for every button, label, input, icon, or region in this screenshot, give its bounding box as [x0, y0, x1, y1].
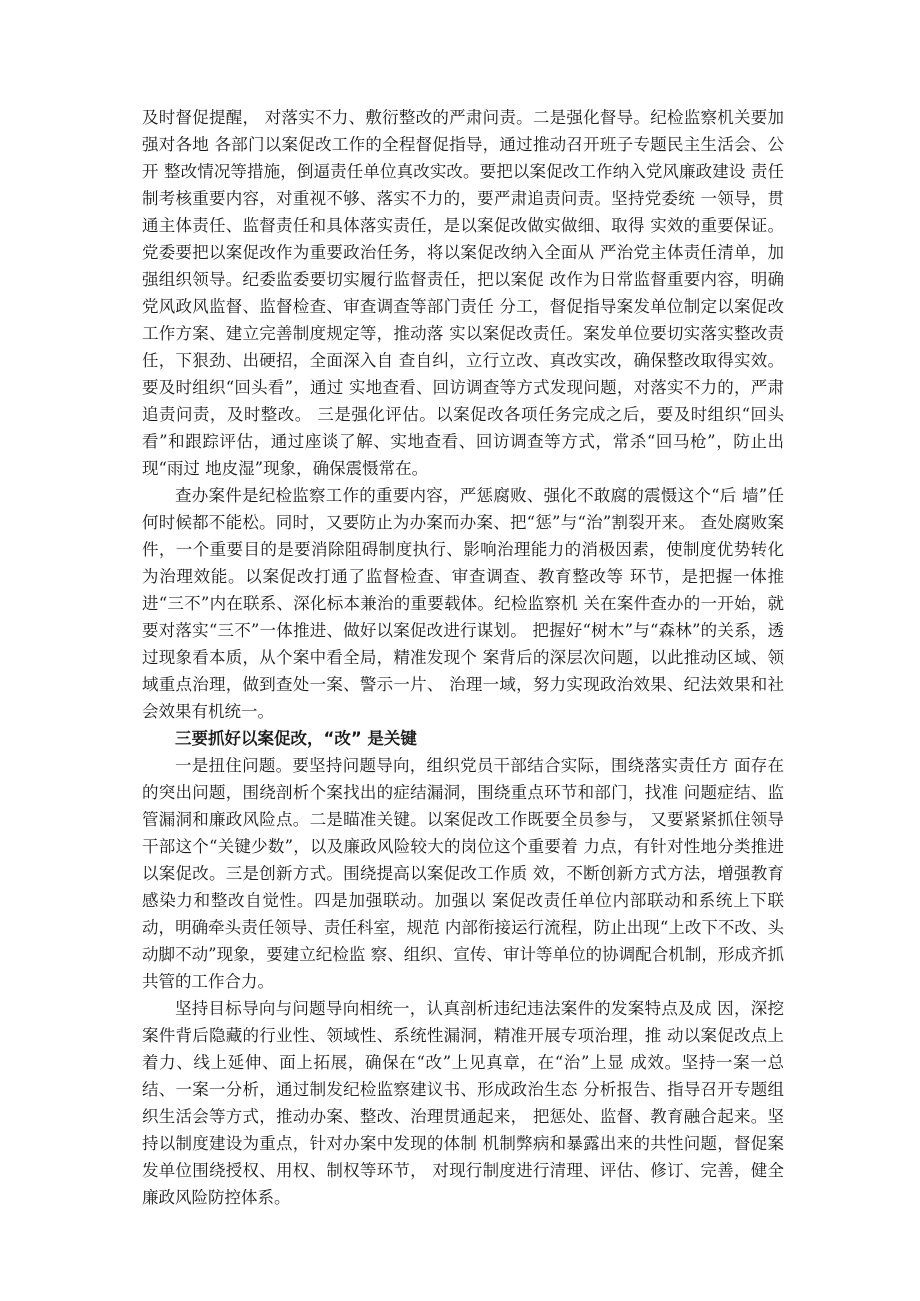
body-paragraph-1: 及时督促提醒， 对落实不力、敷衍整改的严肃问责。二是强化督导。纪检监察机关要加强对各地 各部门以案促改工作的全程督促指导，通过推动召开班子专题民主生活会、公开 整改情况等措施，倒逼责任单位真改实改。要把以案促改工作纳入党风廉政建设 责任制考核重要内容，对重视不够、落实不力的，要严肃追责问责。坚持党委统 一领导，贯通主体责任、监督责任和具体落实责任，是以案促改做实做细、取得 实效的重要保证。党委要把以案促改作为重要政治任务，将以案促改纳入全面从 严治党主体责任清单，加强组织领导。纪委监委要切实履行监督责任，把以案促 改作为日常监督重要内容，明确党风政风监督、监督检查、审查调查等部门责任 分工，督促指导案发单位制定以案促改工作方案、建立完善制度规定等，推动落 实以案促改责任。案发单位要切实落实整改责任，下狠劲、出硬招，全面深入自 查自纠，立行立改、真改实改，确保整改取得实效。要及时组织“回头看”，通过 实地查看、回访调查等方式发现问题，对落实不力的，严肃追责问责，及时整改。 三是强化评估。以案促改各项任务完成之后，要及时组织“回头看”和跟踪评估，通过座谈了解、实地查看、回访调查等方式，常杀“回马枪”，防止出现“雨过 地皮湿”现象，确保震慑常在。 — [142, 108, 784, 478]
body-paragraph-2: 查办案件是纪检监察工作的重要内容，严惩腐败、强化不敢腐的震慑这个“后 墙”任何时候都不能松。同时，又要防止为办案而办案、把“惩”与“治”割裂开来。 查处腐败案件，一个重要目的是要消除阻碍制度执行、影响治理能力的消极因素，使制度优势转化为治理效能。以案促改打通了监督检查、审查调查、教育整改等 环节，是把握一体推进“三不”内在联系、深化标本兼治的重要载体。纪检监察机 关在案件查办的一开始，就要对落实“三不”一体推进、做好以案促改进行谋划。 把握好“树木”与“森林”的关系，透过现象看本质，从个案中看全局，精准发现个 案背后的深层次问题，以此推动区域、领域重点治理，做到查处一案、警示一片、 治理一域，努力实现政治效果、纪法效果和社会效果有机统一。 — [142, 486, 784, 721]
document-page — [142, 104, 784, 1211]
section-heading: 三要抓好以案促改，“改” 是关键 — [175, 729, 417, 748]
body-paragraph-3: 一是扭住问题。要坚持问题导向，组织党员干部结合实际，围绕落实责任方 面存在的突出问题，围绕剖析个案找出的症结漏洞，围绕重点环节和部门，找准 问题症结、监管漏洞和廉政风险点。二是瞄准关键。以案促改工作既要全员参与， 又要紧紧抓住领导干部这个“关键少数”，以及廉政风险较大的岗位这个重要着 力点，有针对性地分类推进以案促改。三是创新方式。围绕提高以案促改工作质 效，不断创新方式方法，增强教育感染力和整改自觉性。四是加强联动。加强以 案促改责任单位内部联动和系统上下联动，明确牵头责任领导、责任科室，规范 内部衔接运行流程，防止出现“上改下不改、头动脚不动”现象，要建立纪检监 察、组织、宣传、审计等单位的协调配合机制，形成齐抓共管的工作合力。 — [142, 756, 784, 991]
body-paragraph-4: 坚持目标导向与问题导向相统一，认真剖析违纪违法案件的发案特点及成 因，深挖案件背后隐藏的行业性、领域性、系统性漏洞，精准开展专项治理，推 动以案促改点上着力、线上延伸、面上拓展，确保在“改”上见真章，在“治”上显 成效。坚持一案一总结、一案一分析，通过制发纪检监察建议书、形成政治生态 分析报告、指导召开专题组织生活会等方式，推动办案、整改、治理贯通起来， 把惩处、监督、教育融合起来。坚持以制度建设为重点，针对办案中发现的体制 机制弊病和暴露出来的共性问题，督促案发单位围绕授权、用权、制权等环节， 对现行制度进行清理、评估、修订、完善，健全廉政风险防控体系。 — [142, 999, 784, 1207]
